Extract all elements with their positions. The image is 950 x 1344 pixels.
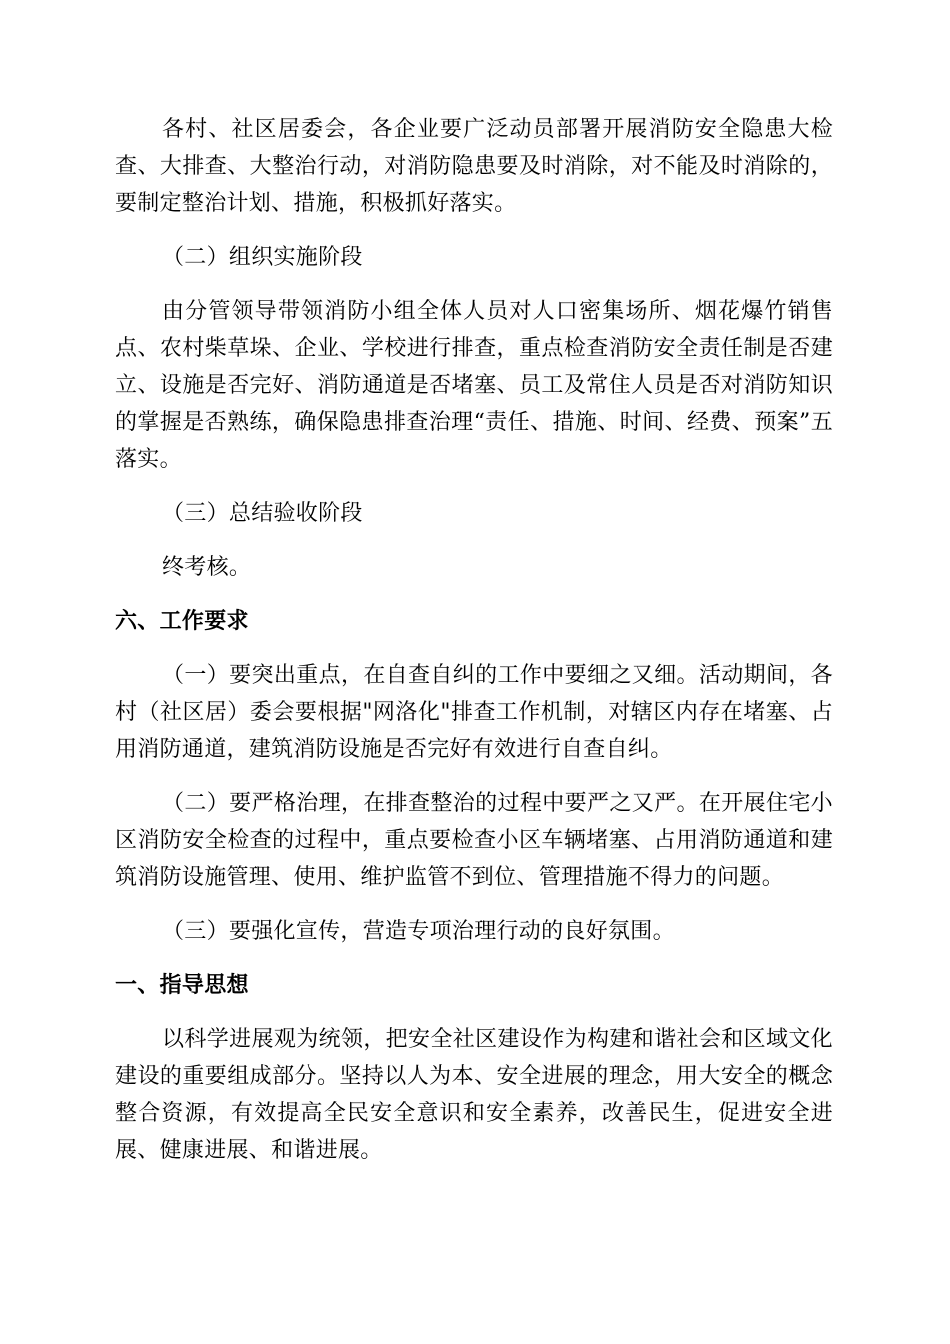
paragraph-inspection-mobilization: 各村、社区居委会，各企业要广泛动员部署开展消防安全隐患大检查、大排查、大整治行动，对消防隐患要及时消除，对不能及时消除的，要制定整治计划、措施，积极抓好落实。	[115, 117, 833, 216]
paragraph-gap	[115, 1004, 833, 1021]
paragraph-gap	[115, 768, 833, 785]
subheading-implementation-stage: （二）组织实施阶段	[162, 245, 363, 270]
paragraph-requirement-2: （二）要严格治理，在排查整治的过程中要严之又严。在开展住宅小区消防安全检查的过程中，重点要检查小区车辆堵塞、占用消防通道和建筑消防设施管理、使用、维护监管不到位、管理措施不得力的问题。	[115, 791, 833, 890]
paragraph-gap	[115, 640, 833, 657]
subheading-summary-stage: （三）总结验收阶段	[162, 501, 363, 526]
paragraph-gap	[115, 222, 833, 239]
paragraph-requirement-1: （一）要突出重点，在自查自纠的工作中要细之又细。活动期间，各村（社区居）委会要根据"网洛化"排查工作机制，对辖区内存在堵塞、占用消防通道，建筑消防设施是否完好有效进行自查自纠。	[115, 663, 833, 762]
paragraph-gap	[115, 276, 833, 293]
document-body	[115, 111, 833, 1169]
paragraph-gap	[115, 896, 833, 913]
section-heading-work-requirements: 六、工作要求	[115, 609, 249, 634]
paragraph-gap	[115, 586, 833, 603]
section-heading-guiding-ideology: 一、指导思想	[115, 973, 249, 998]
paragraph-inspection-details: 由分管领导带领消防小组全体人员对人口密集场所、烟花爆竹销售点、农村柴草垛、企业、学校进行排查，重点检查消防安全责任制是否建立、设施是否完好、消防通道是否堵塞、员工及常住人员是否对消防知识的掌握是否熟练，确保隐患排查治理“责任、措施、时间、经费、预案”五落实。	[115, 299, 833, 472]
paragraph-requirement-3: （三）要强化宣传，营造专项治理行动的良好氛围。	[162, 919, 675, 944]
paragraph-gap	[115, 478, 833, 495]
paragraph-gap	[115, 532, 833, 549]
paragraph-guiding-ideology: 以科学进展观为统领，把安全社区建设作为构建和谐社会和区域文化建设的重要组成部分。坚持以人为本、安全进展的理念，用大安全的概念整合资源，有效提高全民安全意识和安全素养，改善民生，促进安全进展、健康进展、和谐进展。	[115, 1027, 833, 1163]
paragraph-gap	[115, 950, 833, 967]
paragraph-final-assessment: 终考核。	[162, 555, 252, 580]
